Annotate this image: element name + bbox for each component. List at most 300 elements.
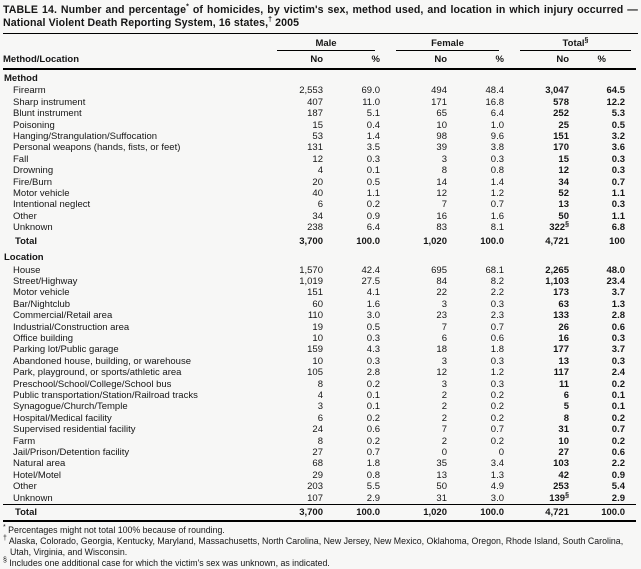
cell-female_pct: 0.2 — [490, 435, 504, 447]
cell-female_pct: 3.0 — [490, 492, 504, 504]
cell-male_no: 107 — [307, 492, 323, 504]
cell-female_no: 84 — [436, 275, 447, 287]
cell-total_pct: 5.4 — [611, 481, 625, 493]
cell-total_no: 578 — [553, 96, 569, 108]
cell-male_no: 110 — [307, 310, 323, 322]
cell-total_pct: 0.1 — [611, 389, 625, 401]
cell-total_no: 103 — [553, 458, 569, 470]
row-label: Hanging/Strangulation/Suffocation — [13, 131, 158, 143]
cell-male_no: 15 — [312, 119, 323, 131]
cell-total_no: 10 — [558, 435, 569, 447]
table-row — [3, 322, 636, 333]
row-label: Fire/Burn — [13, 176, 53, 188]
cell-total_no: 170 — [553, 142, 569, 154]
cell-total_pct: 100 — [609, 235, 625, 247]
column-group-row — [3, 35, 636, 51]
cell-female_no: 2 — [441, 401, 447, 413]
cell-female_no: 2 — [441, 412, 447, 424]
cell-total_no: 133 — [553, 310, 569, 322]
cell-female_no: 18 — [436, 344, 447, 356]
cell-male_pct: 2.8 — [366, 367, 380, 379]
table-row — [3, 401, 636, 412]
table-row — [3, 97, 636, 108]
cell-male_no: 19 — [312, 321, 323, 333]
row-label: Parking lot/Public garage — [13, 344, 119, 356]
cell-male_pct: 0.7 — [366, 447, 380, 458]
cell-male_pct: 5.5 — [366, 481, 380, 493]
cell-female_no: 31 — [436, 492, 447, 504]
cell-total_pct: 0.3 — [611, 355, 625, 367]
table-row — [3, 211, 636, 222]
cell-total_no: 63 — [558, 298, 569, 310]
cell-male_pct: 0.2 — [366, 378, 380, 390]
cell-total_no: 31 — [558, 424, 569, 436]
row-label: Unknown — [13, 222, 53, 234]
cell-female_no: 494 — [431, 85, 447, 97]
cell-male_pct: 27.5 — [361, 275, 380, 287]
cell-female_no: 3 — [441, 153, 447, 165]
cell-total_pct: 2.2 — [611, 458, 625, 470]
cell-total_no: 50 — [558, 210, 569, 222]
cell-male_no: 105 — [307, 367, 323, 379]
cell-total_pct: 2.4 — [611, 367, 625, 379]
cell-total_pct: 0.2 — [611, 378, 625, 390]
cell-female_pct: 0.8 — [490, 165, 504, 177]
cell-male_pct: 0.2 — [366, 199, 380, 211]
row-label: Supervised residential facility — [13, 424, 136, 436]
cell-male_no: 10 — [312, 332, 323, 344]
cell-male_no: 27 — [312, 447, 323, 458]
cell-male_pct: 11.0 — [362, 96, 380, 108]
row-label: Total — [15, 235, 37, 247]
cell-female_pct: 0.2 — [490, 412, 504, 424]
table-row — [3, 356, 636, 367]
cell-total_no: 4,721 — [545, 235, 569, 247]
cell-male_no: 203 — [307, 481, 323, 493]
cell-total_no: 2,265 — [545, 264, 569, 276]
table-row — [3, 390, 636, 401]
cell-male_no: 6 — [317, 199, 323, 211]
row-label: Motor vehicle — [13, 188, 70, 200]
cell-female_no: 7 — [441, 199, 447, 211]
table-row — [3, 470, 636, 481]
table-row — [3, 177, 636, 188]
cell-male_pct: 4.3 — [366, 344, 380, 356]
empty-header-cell — [3, 35, 261, 51]
cell-total_pct: 2.9 — [611, 492, 625, 504]
cell-male_pct: 0.5 — [366, 321, 380, 333]
table-row — [3, 436, 636, 447]
cell-female_pct: 6.4 — [490, 108, 504, 120]
cell-male_no: 2,553 — [299, 85, 323, 97]
cell-total_pct: 0.3 — [611, 332, 625, 344]
footnotes — [3, 525, 638, 568]
cell-total_no: 151 — [553, 131, 569, 143]
cell-male_pct: 0.3 — [366, 153, 380, 165]
cell-total_no: 173 — [553, 287, 569, 299]
cell-total_no: 25 — [558, 119, 569, 131]
cell-female_pct: 0.7 — [490, 321, 504, 333]
row-header-label: Method/Location — [3, 51, 261, 69]
cell-female_no: 83 — [436, 222, 447, 234]
cell-female_no: 14 — [436, 176, 447, 188]
cell-total_no: 13 — [558, 355, 569, 367]
cell-female_pct: 3.8 — [490, 142, 504, 154]
row-label: Commercial/Retail area — [13, 310, 113, 322]
sub-header-row — [3, 51, 636, 69]
cell-total_pct: 1.1 — [611, 188, 625, 200]
row-label: Other — [13, 481, 37, 493]
row-label: Street/Highway — [13, 275, 78, 287]
col-group-female: Female — [380, 35, 504, 51]
cell-female_pct: 48.4 — [485, 85, 504, 97]
cell-total_no: 253 — [553, 481, 569, 493]
row-label: Hospital/Medical facility — [13, 412, 112, 424]
row-label: Natural area — [13, 458, 66, 470]
cell-male_pct: 0.3 — [366, 332, 380, 344]
table-body — [3, 69, 636, 521]
cell-female_no: 2 — [441, 435, 447, 447]
cell-female_no: 1,020 — [380, 505, 447, 522]
row-label: Personal weapons (hands, fists, or feet) — [13, 142, 181, 154]
cell-female_no: 16 — [436, 210, 447, 222]
cell-total_pct: 0.7 — [611, 176, 625, 188]
row-label: Firearm — [13, 85, 46, 97]
cell-male_pct: 0.2 — [366, 412, 380, 424]
cell-male_pct: 6.4 — [366, 222, 380, 234]
cell-female_pct: 100.0 — [447, 505, 504, 522]
cell-total_no: 16 — [558, 332, 569, 344]
cell-male_pct: 3.0 — [366, 310, 380, 322]
table-row — [3, 120, 636, 131]
cell-female_pct: 2.3 — [490, 310, 504, 322]
cell-total_pct: 0.1 — [611, 401, 625, 413]
cell-male_no: 131 — [307, 142, 323, 154]
cell-total_pct: 1.3 — [611, 298, 625, 310]
row-label: Park, playground, or sports/athletic area — [13, 367, 182, 379]
table-row — [3, 367, 636, 378]
cell-female_pct: 1.4 — [490, 176, 504, 188]
cell-male_pct: 0.5 — [366, 176, 380, 188]
table-row — [3, 276, 636, 287]
cell-total_no: 252 — [553, 108, 569, 120]
cell-male_pct: 1.4 — [366, 131, 380, 143]
cell-total_pct: 12.2 — [606, 96, 625, 108]
table-row — [3, 85, 636, 96]
cell-total_pct: 6.8 — [611, 222, 625, 234]
cell-male_no: 20 — [312, 176, 323, 188]
row-label: Abandoned house, building, or warehouse — [13, 355, 191, 367]
section-header-method — [3, 69, 636, 85]
cell-male_no: 8 — [317, 378, 323, 390]
cell-total_pct: 0.6 — [611, 321, 625, 333]
row-label: Jail/Prison/Detention facility — [13, 447, 130, 458]
row-label: Hotel/Motel — [13, 469, 62, 481]
cell-total_pct: 5.3 — [611, 108, 625, 120]
total-row — [3, 234, 636, 249]
cell-female_pct: 0.3 — [490, 378, 504, 390]
cell-male_pct: 1.8 — [366, 458, 380, 470]
cell-female_pct: 1.2 — [490, 188, 504, 200]
cell-total_pct: 3.7 — [611, 344, 625, 356]
cell-male_no: 1,570 — [299, 264, 323, 276]
row-label: Poisoning — [13, 119, 55, 131]
table-row — [3, 108, 636, 119]
cell-total_pct: 0.7 — [611, 424, 625, 436]
cell-male_pct: 1.1 — [366, 188, 380, 200]
cell-female_no: 10 — [436, 119, 447, 131]
table-row — [3, 310, 636, 321]
row-label: Bar/Nightclub — [13, 298, 71, 310]
cell-male_no: 238 — [307, 222, 323, 234]
row-label: Sharp instrument — [13, 96, 86, 108]
cell-female_no: 12 — [436, 367, 447, 379]
cell-male_pct: 0.4 — [366, 119, 380, 131]
row-label: Drowning — [13, 165, 54, 177]
row-label: Farm — [13, 435, 36, 447]
row-label: Industrial/Construction area — [13, 321, 130, 333]
cell-male_no: 4 — [317, 165, 323, 177]
section-label: Method — [4, 73, 38, 84]
cell-female_pct: 1.3 — [490, 469, 504, 481]
cell-female_no: 8 — [441, 165, 447, 177]
cell-total_pct: 0.5 — [611, 119, 625, 131]
row-label: Total — [3, 505, 261, 522]
footnote-marker: § — [3, 556, 7, 564]
cell-female_no: 7 — [441, 424, 447, 436]
table-row — [3, 413, 636, 424]
cell-female_pct: 0.3 — [490, 355, 504, 367]
cell-female_no: 39 — [436, 142, 447, 154]
cell-female_pct: 0.3 — [490, 153, 504, 165]
cell-female_pct: 1.2 — [490, 367, 504, 379]
table-row — [3, 199, 636, 210]
cell-male_no: 1,019 — [299, 275, 323, 287]
cell-total_no: 117 — [553, 367, 569, 379]
cell-total_pct: 23.4 — [606, 275, 625, 287]
table-header — [3, 35, 636, 69]
cell-female_pct: 1.6 — [490, 210, 504, 222]
table-row — [3, 222, 636, 233]
cell-total_pct: 0.9 — [611, 469, 625, 481]
cell-female_no: 3 — [441, 378, 447, 390]
table-row — [3, 188, 636, 199]
header-male-no: No — [261, 51, 323, 69]
footnote-marker: † — [3, 535, 7, 543]
row-label: Public transportation/Station/Railroad tracks — [13, 389, 198, 401]
cell-total_no: 322§ — [549, 221, 569, 234]
cell-total_no: 4,721 — [504, 505, 569, 522]
cell-total_no: 12 — [558, 165, 569, 177]
cell-female_no: 1,020 — [423, 235, 447, 247]
col-group-male: Male — [261, 35, 380, 51]
table-row — [3, 447, 636, 458]
cell-total_pct: 0.6 — [611, 447, 625, 458]
cell-female_pct: 8.2 — [490, 275, 504, 287]
cell-male_no: 3,700 — [299, 235, 323, 247]
cell-total_no: 27 — [558, 447, 569, 458]
row-label: Motor vehicle — [13, 287, 70, 299]
cell-male_no: 53 — [312, 131, 323, 143]
cell-male_pct: 3.5 — [366, 142, 380, 154]
cell-male_pct: 0.1 — [366, 389, 380, 401]
cell-female_no: 50 — [436, 481, 447, 493]
section-header-location — [3, 249, 636, 264]
cell-male_pct: 69.0 — [361, 85, 380, 97]
cell-female_no: 7 — [441, 321, 447, 333]
cell-male_pct: 1.6 — [366, 298, 380, 310]
cell-male_pct: 0.1 — [366, 165, 380, 177]
header-male-pct: % — [323, 51, 380, 69]
table-row — [3, 458, 636, 469]
table-row — [3, 379, 636, 390]
total-row — [3, 505, 636, 522]
cell-total_no: 42 — [558, 469, 569, 481]
cell-total_pct: 0.2 — [611, 412, 625, 424]
row-label: Blunt instrument — [13, 108, 82, 120]
cell-female_pct: 1.8 — [490, 344, 504, 356]
cell-female_no: 695 — [431, 264, 447, 276]
cell-female_pct: 0.3 — [490, 298, 504, 310]
row-label: Unknown — [13, 492, 53, 504]
cell-male_no: 8 — [317, 435, 323, 447]
table-row — [3, 424, 636, 435]
table-row — [3, 142, 636, 153]
cell-male_no: 29 — [312, 469, 323, 481]
cell-total_pct: 3.2 — [611, 131, 625, 143]
cell-female_pct: 16.8 — [485, 96, 504, 108]
cell-male_pct: 0.6 — [366, 424, 380, 436]
cell-male_pct: 5.1 — [366, 108, 380, 120]
cell-female_pct: 9.6 — [490, 131, 504, 143]
cell-female_no: 13 — [436, 469, 447, 481]
cell-total_pct: 2.8 — [611, 310, 625, 322]
cell-male_no: 10 — [312, 355, 323, 367]
footnote: § Includes one additional case for which the victim's sex was unknown, as indicated. — [3, 556, 330, 568]
table-row — [3, 299, 636, 310]
cell-total_pct: 3.6 — [611, 142, 625, 154]
cell-female_no: 23 — [436, 310, 447, 322]
cell-male_no: 3 — [317, 401, 323, 413]
table-row — [3, 493, 636, 505]
cell-female_pct: 4.9 — [490, 481, 504, 493]
table-row — [3, 265, 636, 276]
footnote-marker: * — [3, 524, 6, 532]
cell-male_no: 6 — [317, 412, 323, 424]
section-label: Location — [4, 252, 44, 264]
cell-female_pct: 3.4 — [490, 458, 504, 470]
cell-male_pct: 100.0 — [323, 505, 380, 522]
cell-total_no: 3,047 — [545, 85, 569, 97]
row-label: House — [13, 264, 41, 276]
cell-male_pct: 100.0 — [356, 235, 380, 247]
table-row — [3, 481, 636, 492]
header-total-no: No — [504, 51, 569, 69]
cell-male_pct: 4.1 — [366, 287, 380, 299]
cell-male_no: 68 — [312, 458, 323, 470]
cell-total_no: 139§ — [549, 491, 569, 504]
row-label: Preschool/School/College/School bus — [13, 378, 172, 390]
cell-total_no: 52 — [558, 188, 569, 200]
cell-male_pct: 0.9 — [366, 210, 380, 222]
cell-total_no: 6 — [563, 389, 569, 401]
row-label: Synagogue/Church/Temple — [13, 401, 128, 413]
cell-female_pct: 0.7 — [490, 199, 504, 211]
cell-male_no: 60 — [312, 298, 323, 310]
cell-male_no: 187 — [307, 108, 323, 120]
homicides-table — [3, 35, 636, 522]
row-label: Fall — [13, 153, 29, 165]
cell-total_pct: 0.3 — [611, 153, 625, 165]
row-label: Intentional neglect — [13, 199, 91, 211]
cell-female_pct: 100.0 — [480, 235, 504, 247]
cell-male_no: 24 — [312, 424, 323, 436]
cell-male_no: 407 — [307, 96, 323, 108]
cell-total_pct: 100.0 — [569, 505, 636, 522]
cell-female_no: 3 — [441, 298, 447, 310]
cell-total_no: 13 — [558, 199, 569, 211]
cell-female_pct: 0.2 — [490, 401, 504, 413]
cell-male_no: 159 — [307, 344, 323, 356]
cell-female_pct: 68.1 — [485, 264, 504, 276]
cell-total_pct: 1.1 — [611, 210, 625, 222]
col-group-total: Total§ — [504, 35, 636, 51]
cell-total_pct: 0.3 — [611, 199, 625, 211]
cell-female_pct: 2.2 — [490, 287, 504, 299]
cell-total_no: 26 — [558, 321, 569, 333]
cell-female_pct: 0.2 — [490, 389, 504, 401]
cell-female_no: 65 — [436, 108, 447, 120]
cell-female_no: 6 — [441, 332, 447, 344]
footnote: * Percentages might not total 100% because of rounding. — [3, 524, 225, 536]
header-female-no: No — [380, 51, 447, 69]
cell-female_no: 98 — [436, 131, 447, 143]
cell-total_no: 1,103 — [545, 275, 569, 287]
table-row — [3, 131, 636, 142]
cell-total_no: 15 — [558, 153, 569, 165]
cell-female_no: 3 — [441, 355, 447, 367]
table-row — [3, 344, 636, 355]
cell-male_pct: 0.8 — [366, 469, 380, 481]
cell-female_no: 0 — [441, 447, 447, 458]
cell-male_pct: 2.9 — [366, 492, 380, 504]
cell-female_no: 35 — [436, 458, 447, 470]
cell-total_pct: 64.5 — [606, 85, 625, 97]
table-row — [3, 165, 636, 176]
table-row — [3, 154, 636, 165]
cell-male_no: 12 — [312, 153, 323, 165]
cell-total_pct: 0.2 — [611, 435, 625, 447]
header-female-pct: % — [447, 51, 504, 69]
cell-female_no: 12 — [436, 188, 447, 200]
header-total-pct: % — [569, 51, 636, 69]
table-row — [3, 287, 636, 298]
cell-total_no: 34 — [558, 176, 569, 188]
cell-male_pct: 42.4 — [361, 264, 380, 276]
cell-male_no: 4 — [317, 389, 323, 401]
cell-male_no: 151 — [307, 287, 323, 299]
cell-female_pct: 0.7 — [490, 424, 504, 436]
cell-male_pct: 0.2 — [366, 435, 380, 447]
table-title: TABLE 14. Number and percentage* of homicides, by victim's sex, method used, and location in which injury occurred — National Violent Death Reporting System, 16 states,† 2005 — [3, 4, 638, 34]
cell-total_no: 8 — [563, 412, 569, 424]
cell-total_no: 5 — [563, 401, 569, 413]
cell-male_pct: 0.3 — [366, 355, 380, 367]
table-row — [3, 333, 636, 344]
cell-male_no: 34 — [312, 210, 323, 222]
row-label: Office building — [13, 332, 74, 344]
cell-male_no: 3,700 — [261, 505, 323, 522]
